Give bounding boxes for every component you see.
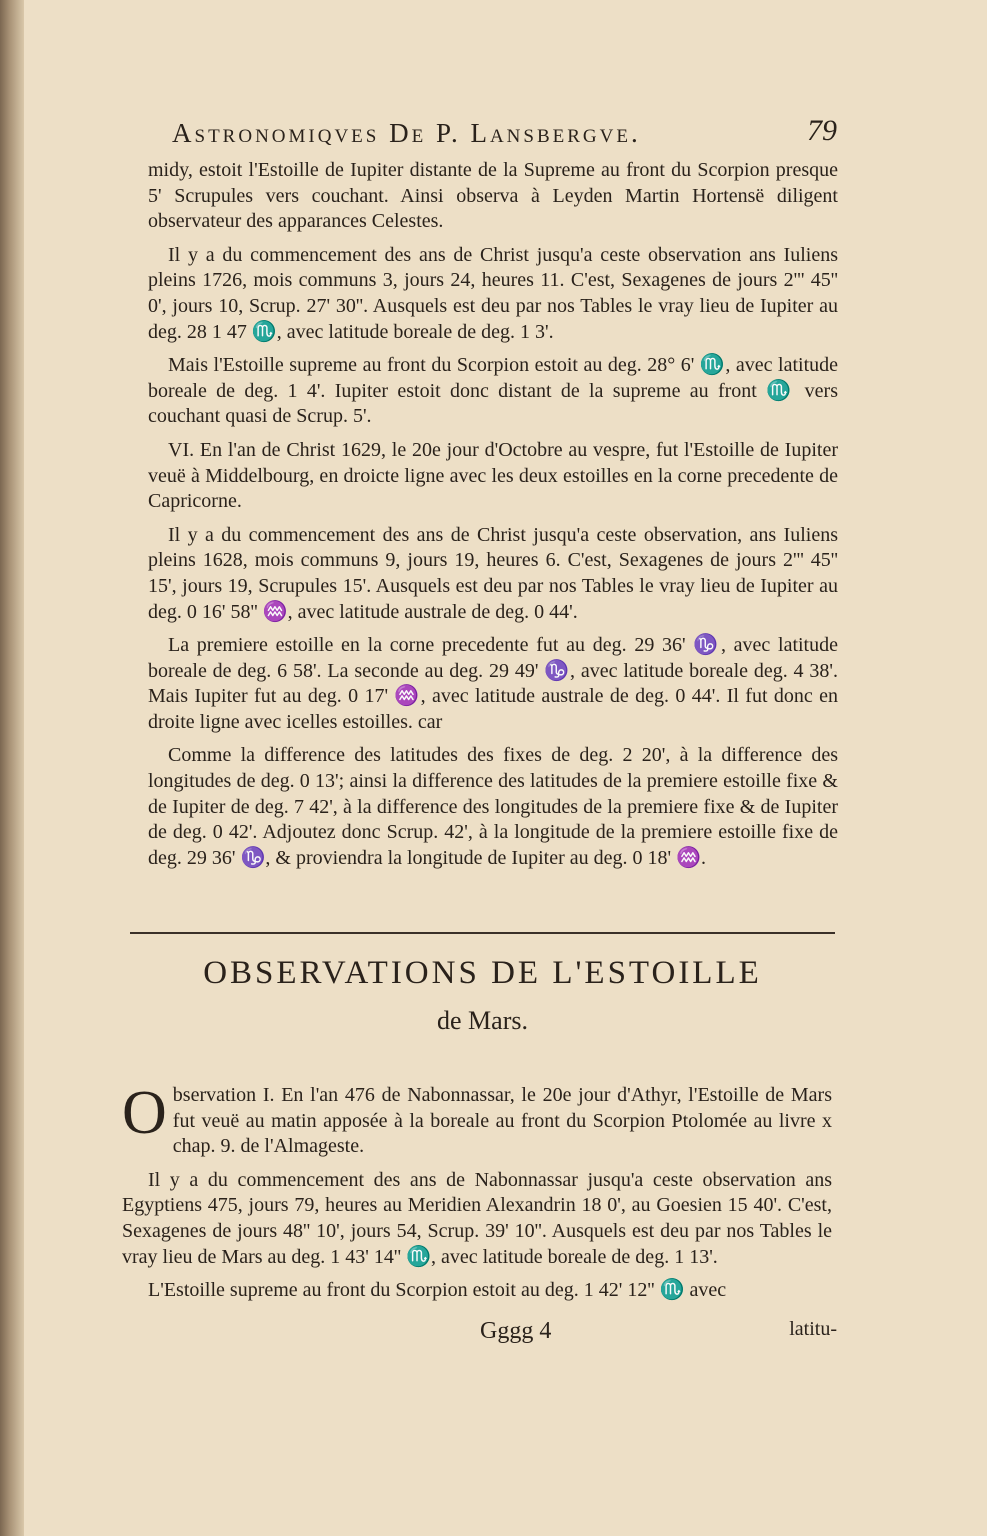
paragraph: Comme la difference des latitudes des fixes de deg. 2 20', à la difference des longitudes de deg. 0 13'; ainsi la difference des latitudes de la premiere estoille fixe & de Iupiter de deg. 7 42', à la difference des longitudes de la premiere fixe & de Iupiter de deg. 0 42'. Adjoutez donc Scrup. 42', à la longitude de la premiere estoille fixe de deg. 29 36' ♑, & proviendra la longitude de Iupiter au deg. 0 18' ♒. [148, 744, 838, 869]
paragraph: midy, estoit l'Estoille de Iupiter distante de la Supreme au front du Scorpion presque 5' Scrupules vers couchant. Ainsi observa à Leyden Martin Hortensë diligent observateur des apparances Celestes. [148, 159, 838, 233]
observation-paragraph [122, 1079, 832, 1160]
section-title-line1: OBSERVATIONS DE L'ESTOILLE [203, 955, 762, 991]
paragraph: Il y a du commencement des ans de Christ jusqu'a ceste observation, ans Iuliens pleins 1628, mois communs 9, jours 19, heures 6. C'est, Sexagenes de jours 2''' 45'' 15', jours 19, Scrupules 15'. Ausquels est deu par nos Tables le vray lieu de Iupiter au deg. 0 16' 58'' ♒, avec latitude australe de deg. 0 44'. [148, 523, 838, 623]
section-divider [130, 932, 835, 934]
paragraph: La premiere estoille en la corne precedente fut au deg. 29 36' ♑, avec latitude boreale de deg. 6 58'. La seconde au deg. 29 49' ♑, avec latitude boreale deg. 4 38'. Mais Iupiter fut au deg. 0 17' ♒, avec latitude australe de deg. 0 44'. Il fut donc en droite ligne avec icelles estoilles. car [148, 634, 838, 733]
book-spine [0, 0, 24, 1536]
catchword: latitu- [789, 1318, 837, 1340]
page-number: 79 [807, 114, 837, 147]
observation-text [122, 1079, 832, 1312]
running-title: Astronomiqves De P. Lansbergve. [172, 118, 641, 148]
observation-first-text: bservation I. En l'an 476 de Nabonnassar, le 20e jour d'Athyr, l'Estoille de Mars fut veuë au matin apposée à la boreale au front du Scorpion Ptolomée au livre x chap. 9. de l'Almageste. [172, 1084, 832, 1158]
drop-cap: O [122, 1079, 167, 1147]
paragraph: Mais l'Estoille supreme au front du Scorpion estoit au deg. 28° 6' ♏, avec latitude boreale de deg. 1 4'. Iupiter estoit donc distant de la supreme au front ♏ vers couchant quasi de Scrup. 5'. [148, 354, 838, 428]
observation-paragraph: L'Estoille supreme au front du Scorpion estoit au deg. 1 42' 12'' ♏ avec [148, 1279, 727, 1302]
main-text [148, 158, 838, 879]
section-title [130, 955, 835, 1036]
section-title-line2: de Mars. [437, 1006, 528, 1035]
paragraph: Il y a du commencement des ans de Christ jusqu'a ceste observation ans Iuliens pleins 1726, mois communs 3, jours 24, heures 11. C'est, Sexagenes de jours 2''' 45'' 0', jours 10, Scrup. 27' 30''. Ausquels est deu par nos Tables le vray lieu de Iupiter au deg. 28 1 47 ♏, avec latitude boreale de deg. 1 3'. [148, 243, 838, 343]
observation-paragraph: Il y a du commencement des ans de Nabonnassar jusqu'a ceste observation ans Egyptiens 475, jours 79, heures au Meridien Alexandrin 18 0', au Goesien 15 40'. C'est, Sexagenes de jours 48'' 10', jours 54, Scrup. 39' 10''. Ausquels est deu par nos Tables le vray lieu de Mars au deg. 1 43' 14'' ♏, avec latitude boreale de deg. 1 13'. [122, 1168, 832, 1268]
paragraph: VI. En l'an de Christ 1629, le 20e jour d'Octobre au vespre, fut l'Estoille de Iupiter veuë à Middelbourg, en droicte ligne avec les deux estoilles en la corne precedente de Capricorne. [148, 438, 838, 513]
page-footer [120, 1318, 837, 1348]
signature-mark: Gggg 4 [480, 1318, 552, 1344]
page-header [172, 114, 837, 158]
